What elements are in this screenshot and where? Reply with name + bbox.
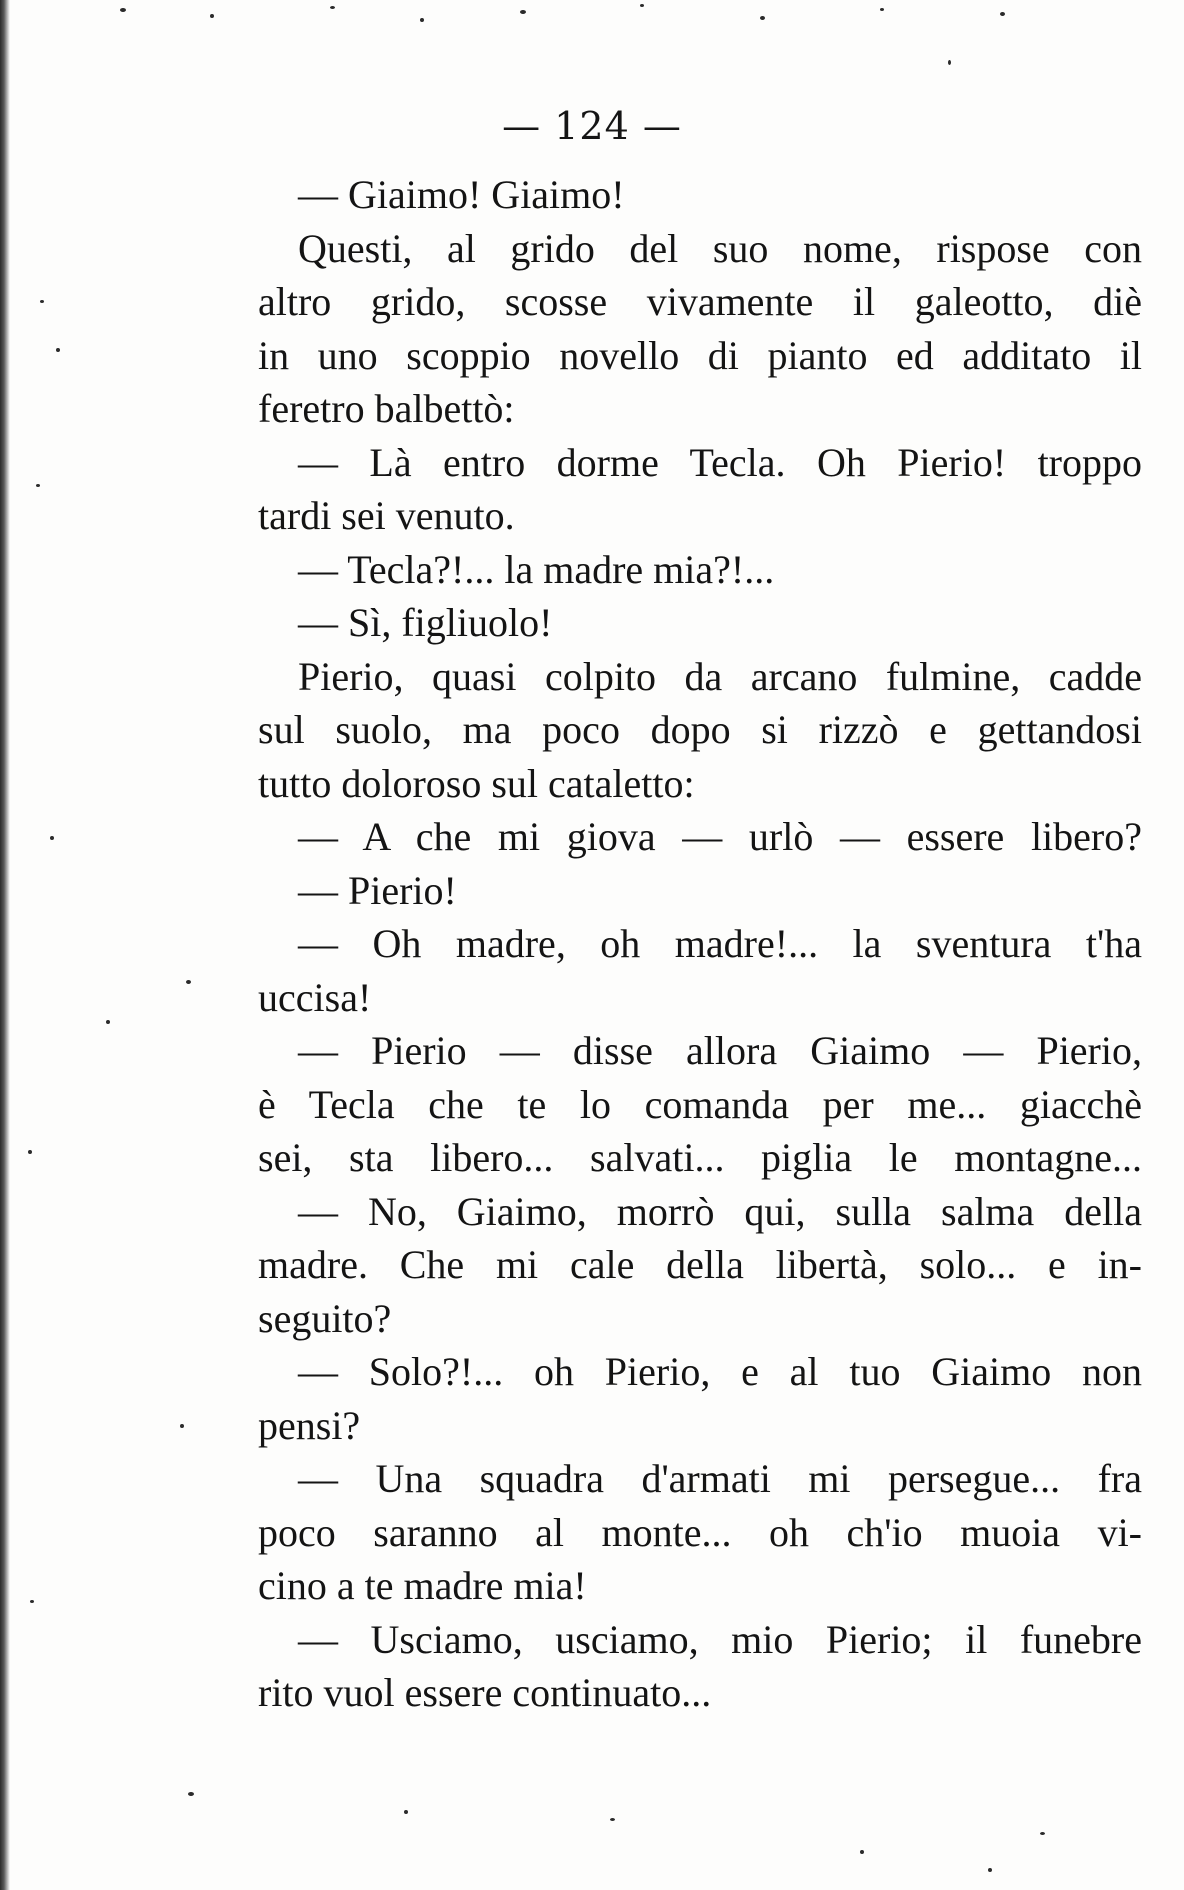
- text-line: — Là entro dorme Tecla. Oh Pierio! troppo: [298, 439, 1142, 485]
- page-number: — 124 —: [502, 104, 682, 148]
- text-line: feretro balbettò:: [258, 386, 515, 431]
- scan-speck: [106, 1020, 110, 1024]
- scan-speck: [330, 6, 335, 9]
- scan-speck: [860, 1850, 864, 1854]
- text-line: altro grido, scosse vivamente il galeotto, diè: [258, 279, 1142, 324]
- scan-speck: [40, 300, 44, 303]
- text-line: cino a te madre mia!: [258, 1563, 587, 1608]
- scan-speck: [880, 8, 884, 11]
- scan-speck: [520, 10, 526, 14]
- scan-speck: [50, 836, 54, 840]
- page-binding-edge: [0, 0, 10, 1890]
- text-line: — Pierio!: [298, 867, 457, 913]
- scan-speck: [56, 348, 60, 352]
- text-line: sul suolo, ma poco dopo si rizzò e gettandosi: [258, 707, 1142, 752]
- scan-speck: [610, 1818, 615, 1821]
- text-line: — A che mi giova — urlò — essere libero?: [298, 814, 1142, 859]
- text-line: pensi?: [258, 1402, 361, 1448]
- scan-speck: [404, 1810, 408, 1814]
- text-line: tutto doloroso sul cataletto:: [258, 760, 695, 806]
- text-line: — Usciamo, usciamo, mio Pierio; il funebre: [298, 1616, 1142, 1662]
- text-line: rito vuol essere continuato...: [258, 1670, 712, 1715]
- scan-speck: [760, 16, 765, 20]
- text-line: Questi, al grido del suo nome, rispose con: [298, 225, 1142, 271]
- scan-speck: [28, 1150, 32, 1154]
- scan-speck: [640, 4, 644, 7]
- scan-speck: [1040, 1832, 1045, 1835]
- text-line: sei, sta libero... salvati... piglia le montagne...: [258, 1135, 1142, 1180]
- text-line: — Sì, figliuolo!: [298, 600, 553, 645]
- scan-speck: [420, 18, 424, 22]
- text-line: — No, Giaimo, morrò qui, sulla salma della: [298, 1188, 1142, 1234]
- text-line: Pierio, quasi colpito da arcano fulmine, cadde: [298, 653, 1142, 699]
- text-line: — Oh madre, oh madre!... la sventura t'ha: [298, 921, 1142, 966]
- text-line: — Giaimo! Giaimo!: [298, 172, 625, 217]
- text-line: in uno scoppio novello di pianto ed additato il: [258, 332, 1142, 378]
- scan-speck: [186, 980, 191, 984]
- text-line: poco saranno al monte... oh ch'io muoia vi-: [258, 1509, 1142, 1555]
- text-line: è Tecla che te lo comanda per me... giacchè: [258, 1081, 1142, 1127]
- scan-speck: [210, 14, 214, 18]
- text-line: uccisa!: [258, 974, 372, 1020]
- scan-speck: [30, 1600, 34, 1603]
- text-line: — Tecla?!... la madre mia?!...: [298, 546, 775, 592]
- text-line: — Pierio — disse allora Giaimo — Pierio,: [298, 1028, 1142, 1073]
- text-line: madre. Che mi cale della libertà, solo... e in-: [258, 1242, 1142, 1287]
- text-line: — Solo?!... oh Pierio, e al tuo Giaimo non: [298, 1349, 1142, 1394]
- scan-speck: [1000, 12, 1005, 16]
- body-text: [258, 168, 1142, 1720]
- scan-speck: [120, 8, 126, 12]
- scan-speck: [188, 1792, 194, 1796]
- scan-speck: [36, 484, 40, 487]
- scan-speck: [180, 1424, 184, 1428]
- scan-speck: [988, 1868, 992, 1872]
- text-line: tardi sei venuto.: [258, 493, 515, 538]
- scan-speck: [948, 60, 951, 65]
- text-line: seguito?: [258, 1295, 392, 1341]
- text-line: — Una squadra d'armati mi persegue... fra: [298, 1456, 1142, 1501]
